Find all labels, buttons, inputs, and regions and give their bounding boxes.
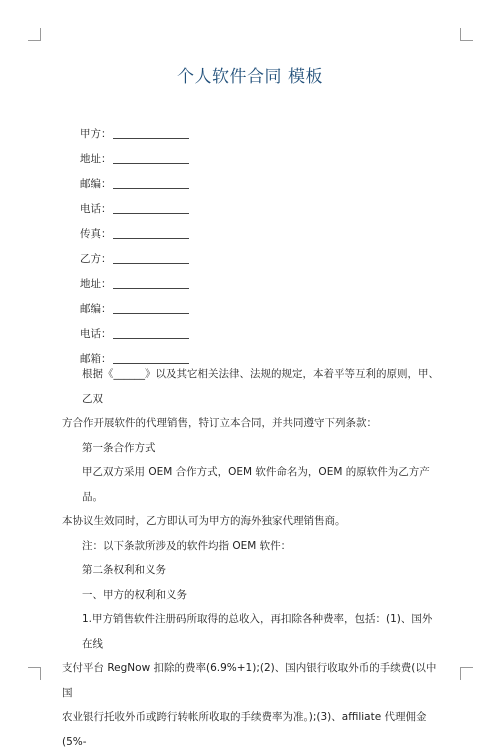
field-phone-b <box>80 316 189 341</box>
blank-line <box>113 238 189 239</box>
paragraph-line: 甲乙双方采用 OEM 合作方式，OEM 软件命名为，OEM 的原软件为乙方产品。 <box>82 466 430 503</box>
field-address-b <box>80 266 189 291</box>
field-address-a <box>80 141 189 166</box>
paragraph-line: 支付平台 RegNow 扣除的费率(6.9%+1);(2)、国内银行收取外币的手续费(以中国 <box>62 662 437 699</box>
paragraph-line: 农业银行托收外币或跨行转帐所收取的手续费率为准。);(3)、affiliate 代理佣金(5%- <box>62 711 427 748</box>
field-postcode-a <box>80 166 189 191</box>
paragraph-line: 根据《______》以及其它相关法律、法规的规定，本着平等互利的原则，甲、乙双 <box>82 368 439 405</box>
field-fax-a <box>80 216 189 241</box>
blank-line <box>113 288 189 289</box>
blank-line <box>113 138 189 139</box>
field-label: 邮编： <box>80 303 112 315</box>
paragraph-line: 注：以下条款所涉及的软件均指 OEM 软件： <box>82 539 292 552</box>
field-label: 电话： <box>80 203 112 215</box>
section-heading: 第二条权利和义务 <box>82 564 166 576</box>
paragraph-line: 方合作开展软件的代理销售，特订立本合同，并共同遵守下列条款： <box>62 417 377 429</box>
field-postcode-b <box>80 291 189 316</box>
document-title: 个人软件合同 模板 <box>177 67 323 87</box>
field-label: 传真： <box>80 228 112 240</box>
blank-line <box>113 338 189 339</box>
paragraph-line: 本协议生效同时，乙方即认可为甲方的海外独家代理销售商。 <box>62 515 346 527</box>
field-label: 邮箱： <box>80 353 112 365</box>
blank-line <box>113 188 189 189</box>
crop-mark-bottom-right <box>460 667 473 680</box>
blank-line <box>113 213 189 214</box>
section-heading: 第一条合作方式 <box>82 441 156 454</box>
crop-mark-top-left <box>28 28 41 41</box>
blank-line <box>113 263 189 264</box>
field-label: 电话： <box>80 328 112 340</box>
paragraph-line: 1.甲方销售软件注册码所取得的总收入，再扣除各种费率，包括：(1)、国外在线 <box>82 613 433 650</box>
contract-body <box>62 362 442 754</box>
crop-mark-top-right <box>460 28 473 41</box>
subsection-heading: 一、甲方的权利和义务 <box>82 588 187 601</box>
blank-line <box>113 313 189 314</box>
blank-line <box>113 163 189 164</box>
field-label: 地址： <box>80 278 112 290</box>
field-phone-a <box>80 191 189 216</box>
field-label: 邮编： <box>80 178 112 190</box>
party-fields <box>80 116 189 366</box>
field-label: 乙方： <box>80 253 112 265</box>
field-label: 地址： <box>80 153 112 165</box>
field-party-a <box>80 116 189 141</box>
crop-mark-bottom-left <box>28 667 41 680</box>
field-party-b <box>80 241 189 266</box>
field-label: 甲方： <box>80 128 112 140</box>
